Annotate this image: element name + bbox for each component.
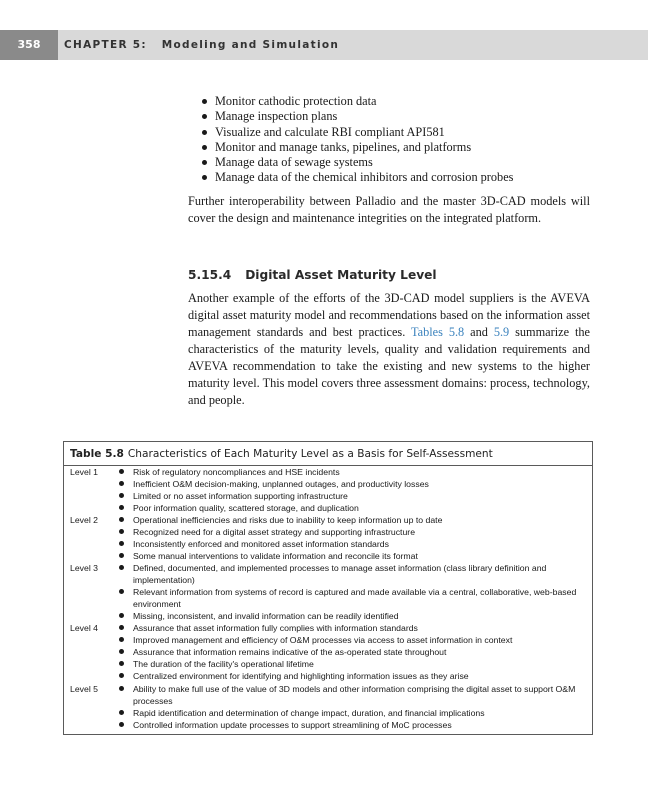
bullet-dot (119, 493, 124, 498)
table-item (119, 646, 587, 658)
feature-bullet-list (201, 94, 513, 186)
list-item: Monitor and manage tanks, pipelines, and platforms (201, 140, 513, 155)
chapter-label: CHAPTER 5: (64, 39, 147, 51)
table-item (119, 466, 587, 478)
item-text: Defined, documented, and implemented processes to manage asset information (class library definition and implementation) (133, 563, 547, 585)
bullet-dot (119, 565, 124, 570)
table-item (119, 622, 587, 634)
table-item (119, 610, 587, 622)
paragraph-text: and (464, 325, 494, 339)
page-number-box (0, 30, 58, 60)
item-text: Improved management and efficiency of O&M processes via access to asset information in context (133, 635, 513, 645)
list-item: Manage inspection plans (201, 109, 513, 124)
item-text: Assurance that asset information fully complies with information standards (133, 623, 418, 633)
table-item (119, 526, 587, 538)
item-text: Poor information quality, scattered storage, and duplication (133, 503, 359, 513)
item-text: Operational inefficiencies and risks due to inability to keep information up to date (133, 515, 443, 525)
table-caption (70, 446, 493, 462)
chapter-title: Modeling and Simulation (161, 39, 340, 51)
list-item: Manage data of the chemical inhibitors and corrosion probes (201, 170, 513, 185)
table-item (119, 658, 587, 670)
bullet-dot (119, 517, 124, 522)
section-heading (188, 268, 437, 282)
bullet-dot (119, 469, 124, 474)
item-text: Recognized need for a digital asset strategy and supporting infrastructure (133, 527, 416, 537)
paragraph-text: Another example of the efforts of the 3D-CAD model suppliers is the AVEVA digital asset maturity model and recommendations based on the information asset management standards and best practices. (188, 291, 590, 339)
bullet-dot (119, 686, 124, 691)
table-item (119, 538, 587, 550)
item-text: Rapid identification and determination of change impact, duration, and financial implications (133, 708, 485, 718)
bullet-dot (119, 637, 124, 642)
level-label: Level 5 (70, 684, 99, 694)
bullet-dot (119, 710, 124, 715)
table-5-8-link[interactable]: Tables 5.8 (410, 325, 465, 339)
bullet-dot (119, 673, 124, 678)
bullet-dot (119, 661, 124, 666)
table-item (119, 478, 587, 490)
section-number: 5.15.4 (188, 268, 232, 282)
level-label: Level 2 (70, 515, 99, 525)
item-text: Some manual interventions to validate information and reconcile its format (133, 551, 418, 561)
item-text: Risk of regulatory noncompliances and HSE incidents (133, 467, 340, 477)
bullet-dot (119, 541, 124, 546)
bullet-dot (119, 553, 124, 558)
item-text: Inefficient O&M decision-making, unplanned outages, and productivity losses (133, 479, 429, 489)
table-item (119, 634, 587, 646)
list-item: Visualize and calculate RBI compliant API581 (201, 125, 513, 140)
paragraph-text: summarize the characteristics of the maturity levels, quality and validation requirements and AVEVA recommendation to take the existing and new systems to the higher maturity level. This model covers three assessment domains: process, technology, and people. (188, 325, 591, 407)
level-label: Level 1 (70, 467, 99, 477)
table-item (119, 683, 587, 707)
bullet-dot (119, 505, 124, 510)
interoperability-paragraph: Further interoperability between Palladio and the master 3D-CAD models will cover the design and maintenance integrities on the integrated platform. (188, 194, 590, 225)
bullet-dot (119, 613, 124, 618)
item-text: Limited or no asset information supporting infrastructure (133, 491, 348, 501)
table-label: Table 5.8 (70, 448, 124, 460)
table-item (119, 502, 587, 514)
bullet-dot (119, 481, 124, 486)
table-5-9-link[interactable]: 5.9 (493, 325, 510, 339)
table-item (119, 707, 587, 719)
table-item (119, 670, 587, 682)
level-label: Level 3 (70, 563, 99, 573)
section-title: Digital Asset Maturity Level (245, 268, 437, 282)
item-text: Centralized environment for identifying and highlighting information issues as they arise (133, 671, 469, 681)
table-item (119, 550, 587, 562)
list-item: Monitor cathodic protection data (201, 94, 513, 109)
bullet-dot (119, 529, 124, 534)
table-item (119, 562, 587, 586)
table-item (119, 586, 587, 610)
page-number: 358 (17, 38, 41, 51)
table-item (119, 514, 587, 526)
maturity-paragraph (188, 290, 590, 409)
list-item: Manage data of sewage systems (201, 155, 513, 170)
item-text: The duration of the facility's operational lifetime (133, 659, 314, 669)
item-text: Controlled information update processes to support streamlining of MoC processes (133, 720, 452, 730)
bullet-dot (119, 625, 124, 630)
item-text: Inconsistently enforced and monitored asset information standards (133, 539, 389, 549)
bullet-dot (119, 722, 124, 727)
table-item (119, 719, 587, 731)
bullet-dot (119, 589, 124, 594)
item-text: Assurance that information remains indicative of the as-operated state throughout (133, 647, 447, 657)
item-text: Ability to make full use of the value of 3D models and other information comprising the digital asset to support O&M processes (133, 684, 576, 706)
item-text: Missing, inconsistent, and invalid information can be readily identified (133, 611, 399, 621)
maturity-table (63, 441, 593, 735)
level-label: Level 4 (70, 623, 99, 633)
item-text: Relevant information from systems of record is captured and made available via a central, collaborative, web-based environment (133, 587, 577, 609)
bullet-dot (119, 649, 124, 654)
table-item (119, 490, 587, 502)
running-header (0, 30, 648, 60)
chapter-header (64, 30, 339, 60)
table-caption-text: Characteristics of Each Maturity Level as a Basis for Self-Assessment (127, 448, 493, 460)
